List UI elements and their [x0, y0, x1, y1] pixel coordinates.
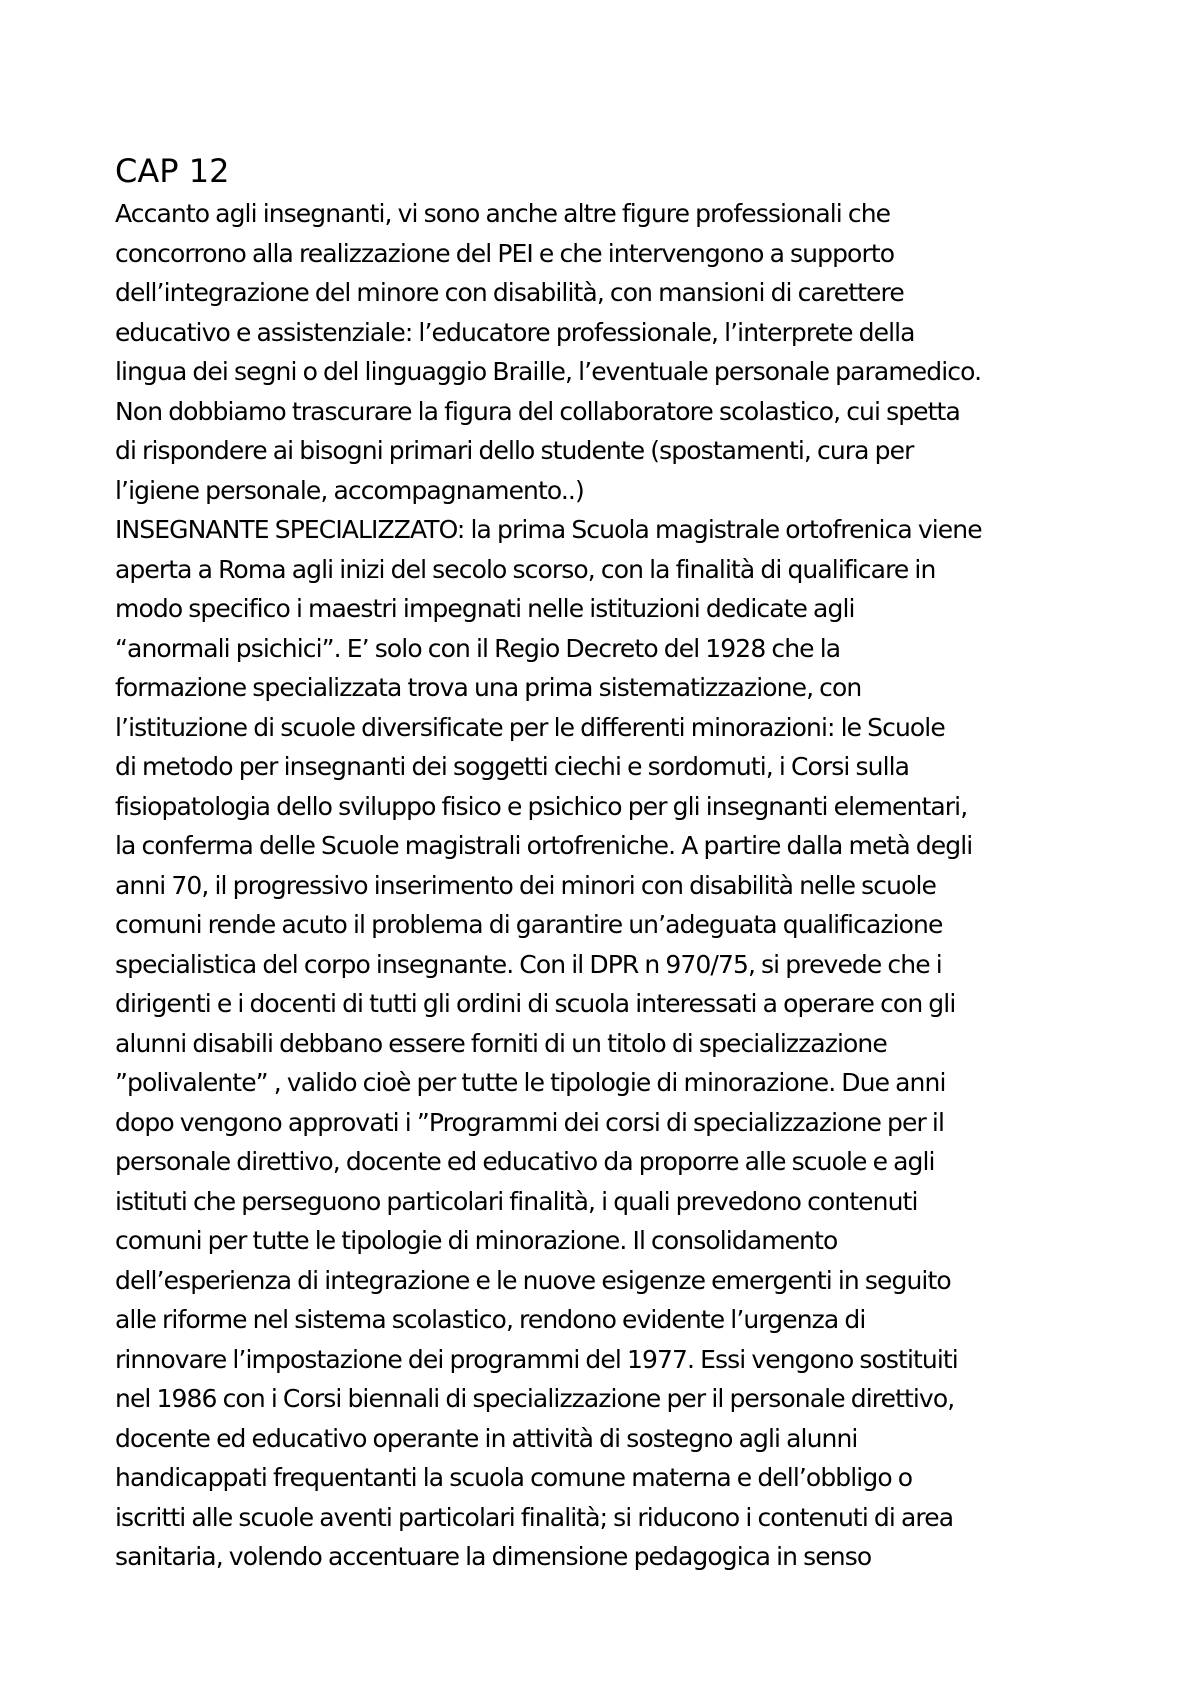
text-line: la conferma delle Scuole magistrali ortofreniche. A partire dalla metà degli [115, 831, 973, 860]
text-line: alunni disabili debbano essere forniti di un titolo di specializzazione [115, 1028, 887, 1058]
text-line: nel 1986 con i Corsi biennali di specializzazione per il personale direttivo, [115, 1384, 955, 1413]
text-line: alle riforme nel sistema scolastico, rendono evidente l’urgenza di [115, 1305, 866, 1334]
text-line: “anormali psichici”. E’ solo con il Regio Decreto del 1928 che la [115, 633, 841, 663]
text-line: fisiopatologia dello sviluppo fisico e psichico per gli insegnanti elementari, [115, 791, 968, 821]
document-text [115, 194, 1115, 1577]
document-body [115, 148, 1115, 1577]
text-line: dell’esperienza di integrazione e le nuove esigenze emergenti in seguito [115, 1265, 951, 1295]
text-line: Accanto agli insegnanti, vi sono anche altre figure professionali che [115, 199, 891, 228]
text-line: dopo vengono approvati i ”Programmi dei corsi di specializzazione per il [115, 1107, 944, 1137]
text-line: formazione specializzata trova una prima sistematizzazione, con [115, 673, 862, 702]
text-line: INSEGNANTE SPECIALIZZATO: la prima Scuola magistrale ortofrenica viene [115, 515, 982, 544]
text-line: ”polivalente” , valido cioè per tutte le tipologie di minorazione. Due anni [115, 1068, 946, 1097]
text-line: anni 70, il progressivo inserimento dei minori con disabilità nelle scuole [115, 870, 936, 900]
text-line: handicappati frequentanti la scuola comune materna e dell’obbligo o [115, 1463, 913, 1492]
text-line: rinnovare l’impostazione dei programmi del 1977. Essi vengono sostituiti [115, 1344, 958, 1374]
text-line: di rispondere ai bisogni primari dello studente (spostamenti, cura per [115, 436, 914, 465]
text-line: specialistica del corpo insegnante. Con il DPR n 970/75, si prevede che i [115, 949, 942, 979]
text-line: concorrono alla realizzazione del PEI e che intervengono a supporto [115, 238, 895, 268]
text-line: personale direttivo, docente ed educativo da proporre alle scuole e agli [115, 1147, 935, 1176]
text-line: aperta a Roma agli inizi del secolo scorso, con la finalità di qualificare in [115, 554, 936, 584]
text-line: comuni per tutte le tipologie di minorazione. Il consolidamento [115, 1226, 838, 1255]
text-line: modo specifico i maestri impegnati nelle istituzioni dedicate agli [115, 594, 855, 623]
text-line: educativo e assistenziale: l’educatore professionale, l’interprete della [115, 317, 915, 347]
text-line: Non dobbiamo trascurare la figura del collaboratore scolastico, cui spetta [115, 396, 960, 426]
text-line: di metodo per insegnanti dei soggetti ciechi e sordomuti, i Corsi sulla [115, 752, 910, 781]
text-line: l’igiene personale, accompagnamento..) [115, 475, 584, 505]
text-line: dirigenti e i docenti di tutti gli ordini di scuola interessati a operare con gli [115, 989, 956, 1018]
text-line: iscritti alle scuole aventi particolari finalità; si riducono i contenuti di area [115, 1502, 954, 1532]
text-line: sanitaria, volendo accentuare la dimensione pedagogica in senso [115, 1542, 872, 1571]
text-line: dell’integrazione del minore con disabilità, con mansioni di carettere [115, 278, 904, 307]
text-line: comuni rende acuto il problema di garantire un’adeguata qualificazione [115, 910, 943, 939]
text-line: docente ed educativo operante in attività di sostegno agli alunni [115, 1423, 858, 1453]
chapter-title: CAP 12 [115, 152, 230, 190]
text-line: istituti che perseguono particolari finalità, i quali prevedono contenuti [115, 1186, 918, 1216]
text-line: lingua dei segni o del linguaggio Braille, l’eventuale personale paramedico. [115, 357, 982, 386]
text-line: l’istituzione di scuole diversificate per le differenti minorazioni: le Scuole [115, 712, 945, 742]
